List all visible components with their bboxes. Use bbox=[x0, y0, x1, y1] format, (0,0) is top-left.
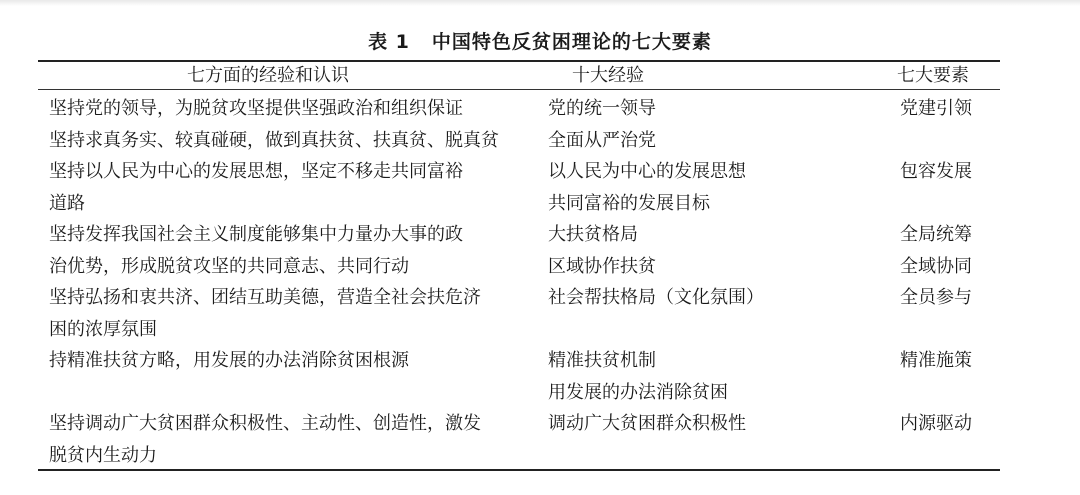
cell-line: 全域协同 bbox=[900, 255, 972, 277]
table-caption bbox=[0, 27, 1080, 54]
cell-seven-elements bbox=[900, 345, 1020, 377]
cell-seven-elements bbox=[900, 93, 1020, 125]
cell-line: 精准施策 bbox=[900, 350, 972, 371]
cell-line: 坚持发挥我国社会主义制度能够集中力量办大事的政 bbox=[49, 224, 463, 245]
cell-line: 困的浓厚氛围 bbox=[49, 318, 157, 340]
cell-line: 精准扶贫机制 bbox=[548, 350, 656, 371]
table-bottom-rule bbox=[38, 469, 1000, 471]
table-row bbox=[0, 93, 1080, 156]
cell-experience-cognition bbox=[49, 219, 534, 282]
cell-line: 坚持以人民为中心的发展思想，坚定不移走共同富裕 bbox=[49, 161, 463, 182]
table-row bbox=[0, 345, 1080, 408]
cell-line: 治优势，形成脱贫攻坚的共同意志、共同行动 bbox=[49, 255, 409, 277]
table-row bbox=[0, 156, 1080, 219]
cell-ten-experiences bbox=[548, 408, 878, 440]
table-title: 中国特色反贫困理论的七大要素 bbox=[431, 31, 712, 53]
cell-line: 区域协作扶贫 bbox=[548, 255, 656, 277]
cell-ten-experiences bbox=[548, 93, 878, 156]
cell-line: 共同富裕的发展目标 bbox=[548, 192, 710, 214]
header-seven-elements: 七大要素 bbox=[897, 65, 969, 86]
header-experience-cognition: 七方面的经验和认识 bbox=[187, 65, 349, 86]
cell-line: 党的统一领导 bbox=[548, 98, 656, 119]
cell-line: 道路 bbox=[49, 192, 85, 214]
cell-line: 全员参与 bbox=[900, 287, 972, 308]
cell-line: 全局统筹 bbox=[900, 224, 972, 245]
table-row bbox=[0, 282, 1080, 345]
cell-line: 坚持求真务实、较真碰硬，做到真扶贫、扶真贫、脱真贫 bbox=[49, 129, 499, 151]
cell-ten-experiences bbox=[548, 282, 878, 314]
cell-line: 内源驱动 bbox=[900, 413, 972, 434]
cell-line: 党建引领 bbox=[900, 98, 972, 119]
cell-experience-cognition bbox=[49, 282, 534, 345]
cell-seven-elements bbox=[900, 282, 1020, 314]
cell-line: 脱贫内生动力 bbox=[49, 444, 157, 466]
cell-experience-cognition bbox=[49, 408, 534, 471]
cell-ten-experiences bbox=[548, 219, 878, 282]
cell-line: 坚持调动广大贫困群众积极性、主动性、创造性，激发 bbox=[49, 413, 481, 434]
cell-experience-cognition bbox=[49, 345, 534, 377]
cell-line: 大扶贫格局 bbox=[548, 224, 638, 245]
cell-line: 坚持弘扬和衷共济、团结互助美德，营造全社会扶危济 bbox=[49, 287, 481, 308]
cell-experience-cognition bbox=[49, 93, 534, 156]
cell-ten-experiences bbox=[548, 345, 878, 408]
cell-line: 以人民为中心的发展思想 bbox=[548, 161, 746, 182]
table-header-rule bbox=[38, 89, 1000, 90]
header-ten-experiences: 十大经验 bbox=[572, 65, 644, 86]
cell-experience-cognition bbox=[49, 156, 534, 219]
table-number: 表 1 bbox=[368, 31, 410, 53]
cell-seven-elements bbox=[900, 219, 1020, 282]
cell-line: 调动广大贫困群众积极性 bbox=[548, 413, 746, 434]
top-edge-shadow bbox=[0, 0, 1080, 6]
cell-line: 持精准扶贫方略，用发展的办法消除贫困根源 bbox=[49, 350, 409, 371]
table-row bbox=[0, 408, 1080, 471]
cell-seven-elements bbox=[900, 408, 1020, 440]
cell-seven-elements bbox=[900, 156, 1020, 188]
cell-line: 全面从严治党 bbox=[548, 129, 656, 151]
table-row bbox=[0, 219, 1080, 282]
cell-line: 社会帮扶格局（文化氛围） bbox=[548, 287, 764, 308]
cell-line: 坚持党的领导，为脱贫攻坚提供坚强政治和组织保证 bbox=[49, 98, 463, 119]
cell-ten-experiences bbox=[548, 156, 878, 219]
cell-line: 包容发展 bbox=[900, 161, 972, 182]
cell-line: 用发展的办法消除贫困 bbox=[548, 381, 728, 403]
